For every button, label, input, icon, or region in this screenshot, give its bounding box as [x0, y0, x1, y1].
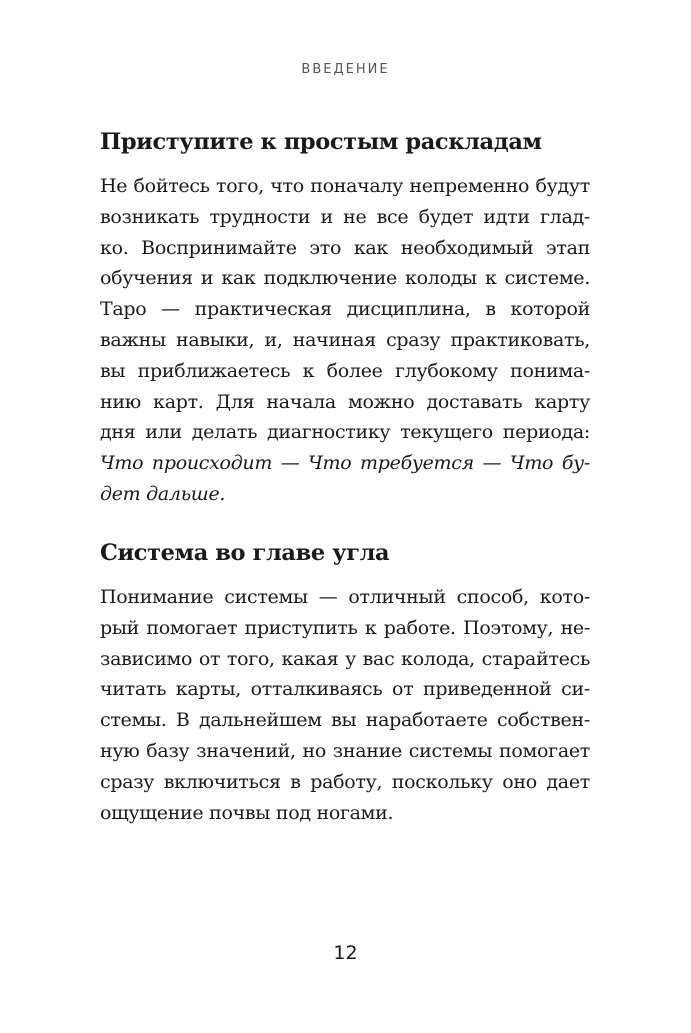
section-body [100, 171, 590, 510]
running-head: ВВЕДЕНИЕ [301, 62, 390, 77]
body-line: обучения и как подключение колоды к системе. [100, 267, 590, 290]
italic-text: дет дальше. [100, 482, 226, 505]
section-heading: Приступите к простым раскладам [100, 129, 542, 155]
body-line: вы приближаетесь к более глубокому понима- [100, 359, 590, 382]
body-line-italic [100, 479, 590, 510]
body-line-italic [100, 448, 590, 479]
body-line: важны навыки, и, начиная сразу практиковать, [100, 328, 590, 351]
section-system [100, 538, 590, 828]
body-line: ную базу значений, но знание системы помогает [100, 739, 590, 762]
body-line: читать карты, отталкиваясь от приведенной си- [100, 678, 590, 701]
section-heading: Система во главе угла [100, 540, 390, 566]
body-line: дня или делать диагностику текущего периода: [100, 421, 590, 444]
body-line: нию карт. Для начала можно доставать карту [100, 390, 590, 413]
body-line: Понимание системы — отличный способ, кото- [100, 586, 590, 608]
body-line: ощущение почвы под ногами. [100, 801, 394, 824]
body-line: рый помогает приступить к работе. Поэтому, не- [100, 616, 590, 639]
section-body [100, 582, 590, 828]
section-simple-spreads [100, 127, 590, 510]
body-line: Не бойтесь того, что поначалу непременно будут [100, 175, 590, 197]
page-number: 12 [333, 942, 358, 964]
italic-text: Что происходит — Что требуется — Что бу- [100, 452, 590, 475]
body-line: ко. Воспринимайте это как необходимый этап [100, 236, 590, 259]
body-line: стемы. В дальнейшем вы наработаете собствен- [100, 709, 590, 732]
body-line: возникать трудности и не все будет идти глад- [100, 205, 590, 228]
body-line: сразу включиться в работу, поскольку оно дает [100, 770, 590, 793]
body-line: зависимо от того, какая у вас колода, старайтесь [100, 647, 590, 670]
body-line: Таро — практическая дисциплина, в которой [100, 298, 590, 321]
